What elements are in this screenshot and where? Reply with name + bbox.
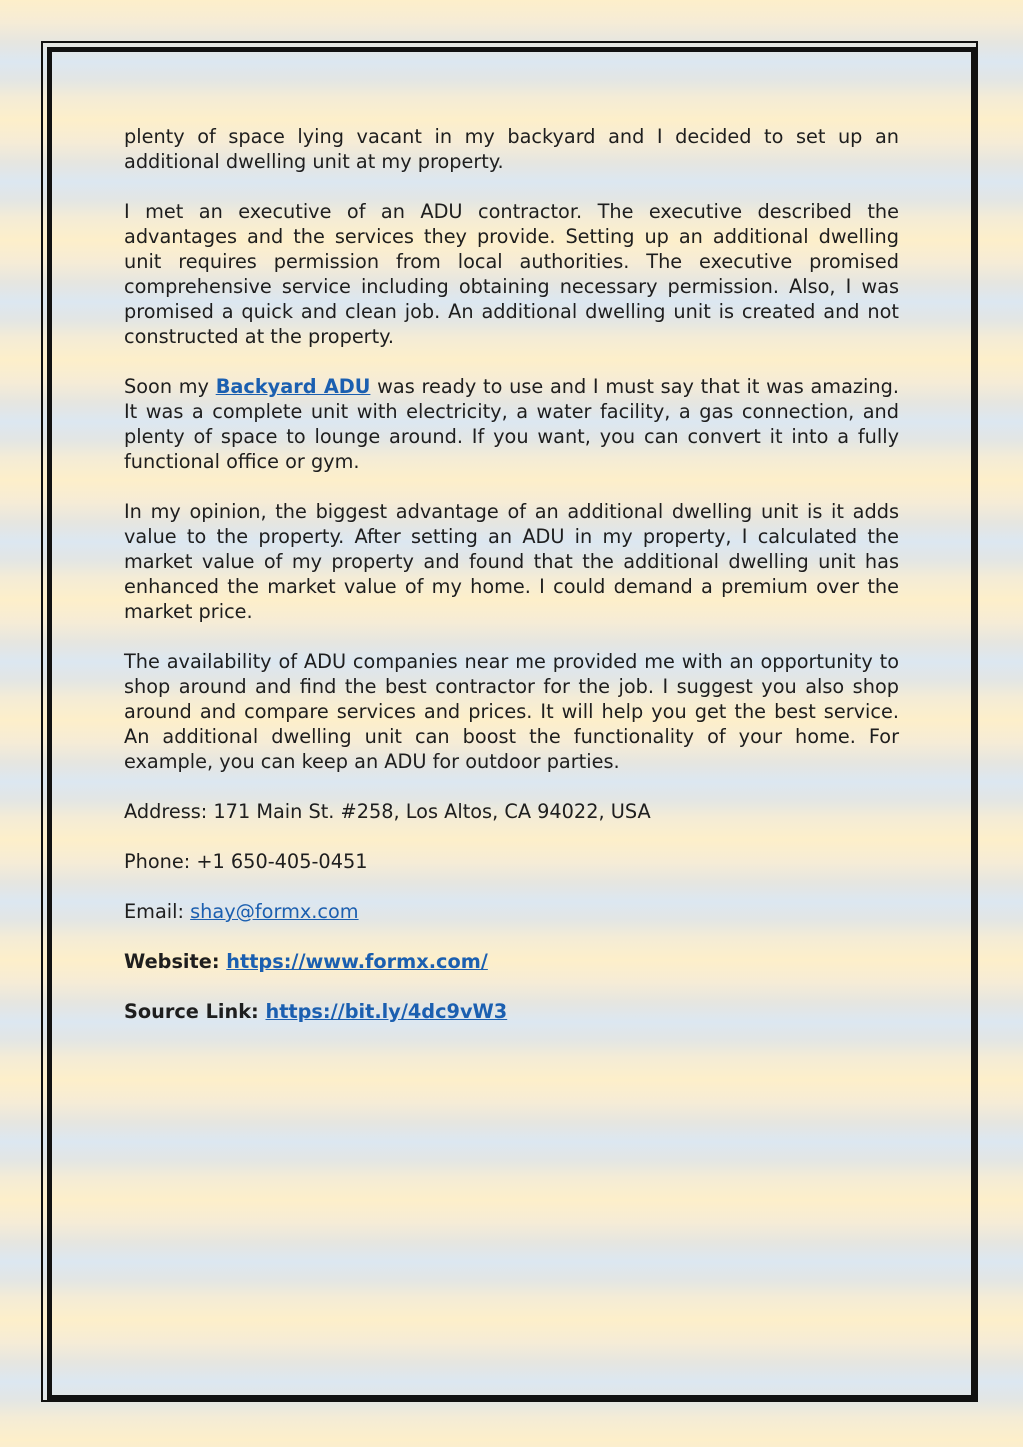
- paragraph-availability: The availability of ADU companies near me provided me with an opportunity to shop around and find the best contractor for the job. I suggest you also shop around and compare services and prices. It will help you get the best service. An additional dwelling unit can boost the functionality of your home. For example, you can keep an ADU for outdoor parties.: [124, 650, 899, 773]
- source-link[interactable]: https://bit.ly/4dc9vW3: [265, 1000, 508, 1023]
- backyard-adu-link[interactable]: Backyard ADU: [215, 375, 371, 398]
- paragraph-backyard-adu: [124, 374, 899, 474]
- source-line: [124, 999, 899, 1024]
- document-body: [124, 124, 899, 1049]
- website-line: [124, 949, 899, 974]
- website-link[interactable]: https://www.formx.com/: [226, 950, 488, 973]
- phone-line: Phone: +1 650-405-0451: [124, 850, 368, 873]
- email-line: [124, 899, 899, 924]
- paragraph-opinion: In my opinion, the biggest advantage of an additional dwelling unit is it adds value to the property. After setting an ADU in my property, I calculated the market value of my property and found that the additional dwelling unit has enhanced the market value of my home. I could demand a premium over the market price.: [124, 500, 899, 623]
- paragraph-backyard-adu-end: was ready to use and I must say that it was amazing. It was a complete unit with electricity, a water facility, a gas connection, and plenty of space to lounge around. If you want, you can convert it into a fully functional office or gym.: [124, 375, 899, 473]
- address-line: Address: 171 Main St. #258, Los Altos, CA 94022, USA: [124, 800, 651, 823]
- paragraph-executive: I met an executive of an ADU contractor. The executive described the advantages and the services they provide. Setting up an additional dwelling unit requires permission from local authorities. The executive promised comprehensive service including obtaining necessary permission. Also, I was promised a quick and clean job. An additional dwelling unit is created and not constructed at the property.: [124, 200, 899, 348]
- paragraph-intro: plenty of space lying vacant in my backyard and I decided to set up an additional dwelling unit at my property.: [124, 125, 899, 173]
- website-label: Website:: [124, 950, 227, 973]
- email-label: Email:: [124, 900, 191, 923]
- paragraph-backyard-adu-start: Soon my: [124, 375, 216, 398]
- email-link[interactable]: shay@formx.com: [190, 900, 359, 923]
- source-label: Source Link:: [124, 1000, 266, 1023]
